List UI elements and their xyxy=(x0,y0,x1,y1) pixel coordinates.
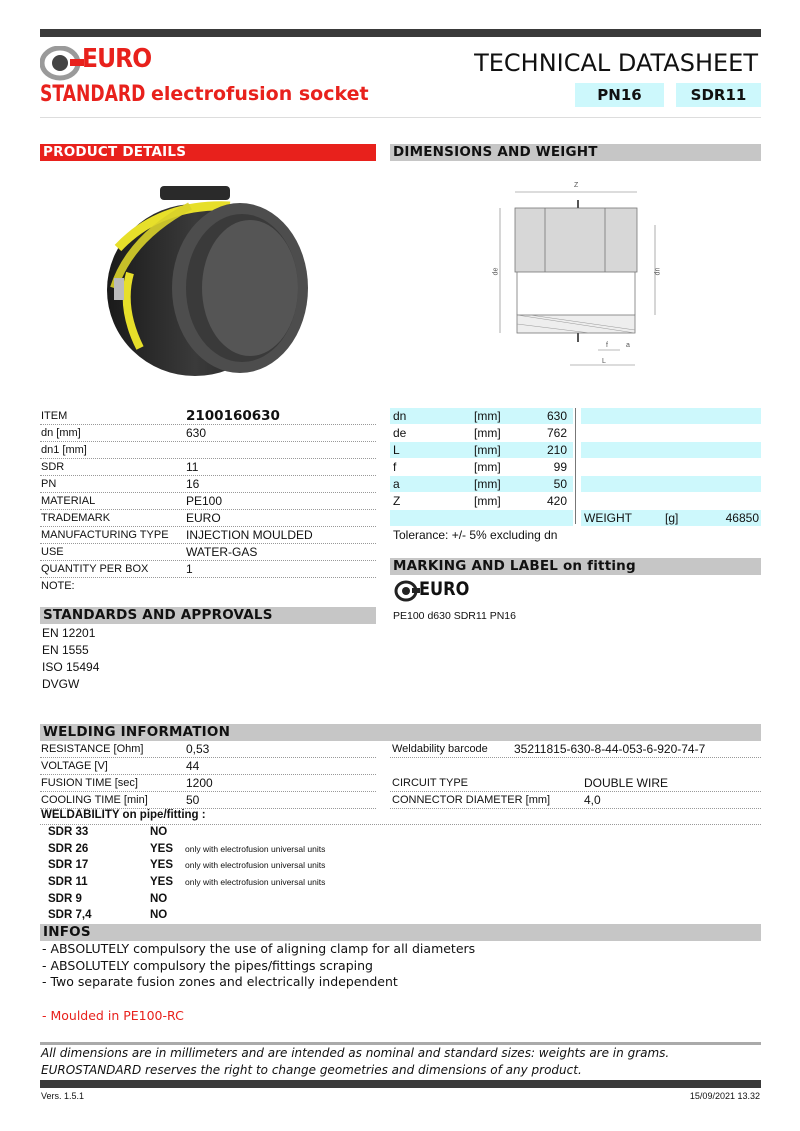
technical-drawing xyxy=(490,180,690,380)
standard-item: EN 12201 xyxy=(42,626,96,640)
circuit-value: DOUBLE WIRE xyxy=(584,776,669,790)
barcode-label: Weldability barcode xyxy=(392,743,488,755)
weld-row-connector xyxy=(390,792,761,809)
infos-heading: INFOS xyxy=(40,924,761,941)
dim-row-empty xyxy=(390,510,573,526)
dim-extra-cell xyxy=(581,493,761,509)
product-row-quantity xyxy=(40,561,376,578)
info-line: - ABSOLUTELY compulsory the use of aligning clamp for all diameters xyxy=(42,941,476,956)
sdr-status: YES xyxy=(150,876,174,888)
dim-row-dn xyxy=(390,408,573,424)
barcode-value: 35211815-630-8-44-053-6-920-74-7 xyxy=(514,742,706,756)
doc-title: TECHNICAL DATASHEET xyxy=(474,49,758,77)
standard-item: DVGW xyxy=(42,677,80,691)
product-row-use xyxy=(40,544,376,561)
bottom-bar xyxy=(40,1080,761,1088)
marking-logo xyxy=(394,580,469,602)
row-value: PE100 xyxy=(186,494,223,508)
product-row-trademark xyxy=(40,510,376,527)
sdr-status: NO xyxy=(150,909,168,921)
footer-date: 15/09/2021 13.32 xyxy=(689,1091,760,1101)
row-label: dn [mm] xyxy=(41,427,81,439)
standards-heading: STANDARDS AND APPROVALS xyxy=(40,607,376,624)
footer-rule xyxy=(40,1042,761,1045)
dim-value: 420 xyxy=(546,494,567,508)
product-details-heading: PRODUCT DETAILS xyxy=(40,144,376,161)
dim-row-l xyxy=(390,442,573,458)
product-row-dn1 xyxy=(40,442,376,459)
weight-row xyxy=(581,510,761,526)
logo-standard-text: STANDARD xyxy=(40,82,146,107)
row-label: FUSION TIME [sec] xyxy=(41,777,138,789)
drawing-label-a: a xyxy=(626,342,630,349)
dim-name: L xyxy=(393,443,400,457)
sdr-label: SDR 17 xyxy=(48,859,89,871)
sdr-note: only with electrofusion universal units xyxy=(185,844,326,854)
info-line: - Two separate fusion zones and electrically independent xyxy=(42,974,398,989)
dim-row-f xyxy=(390,459,573,475)
dimensions-table xyxy=(390,408,761,528)
dim-extra-cell xyxy=(581,476,761,492)
dim-unit: [mm] xyxy=(474,477,501,491)
badge-pn: PN16 xyxy=(575,83,664,107)
product-row-item xyxy=(40,408,376,425)
row-label: SDR xyxy=(41,461,65,473)
sdr-label: SDR 26 xyxy=(48,843,89,855)
weldability-row xyxy=(46,841,761,857)
dim-extra-cell xyxy=(581,442,761,458)
weight-label: WEIGHT xyxy=(584,511,632,525)
dim-extra-cell xyxy=(581,408,761,424)
dim-value: 99 xyxy=(553,460,567,474)
row-value: 44 xyxy=(186,759,200,773)
sdr-status: NO xyxy=(150,893,168,905)
dim-name: a xyxy=(393,477,400,491)
sdr-label: SDR 33 xyxy=(48,826,89,838)
weight-unit: [g] xyxy=(665,511,679,525)
row-value: 11 xyxy=(186,460,199,474)
eurostandard-logo xyxy=(40,44,152,114)
weldability-title: WELDABILITY on pipe/fitting : xyxy=(41,809,206,821)
drawing-label-f: f xyxy=(606,342,608,349)
badge-sdr: SDR11 xyxy=(676,83,761,107)
dim-row-a xyxy=(390,476,573,492)
info-line-red: - Moulded in PE100-RC xyxy=(42,1008,184,1023)
product-details-table xyxy=(40,408,376,593)
sdr-note: only with electrofusion universal units xyxy=(185,877,326,887)
row-label: PN xyxy=(41,478,57,490)
dim-value: 630 xyxy=(546,409,567,423)
connector-value: 4,0 xyxy=(584,793,601,807)
row-value: WATER-GAS xyxy=(186,545,258,559)
row-value: 0,53 xyxy=(186,742,210,756)
weldability-row xyxy=(46,874,761,890)
marking-logo-text: EURO xyxy=(419,578,470,600)
dim-name: f xyxy=(393,460,397,474)
welding-heading: WELDING INFORMATION xyxy=(40,724,761,741)
footer-disclaimer-2: EUROSTANDARD reserves the right to change geometries and dimensions of any product. xyxy=(41,1063,582,1077)
row-label: ITEM xyxy=(41,410,68,422)
sdr-status: YES xyxy=(150,859,174,871)
info-line: - ABSOLUTELY compulsory the pipes/fittings scraping xyxy=(42,958,373,973)
weld-row-cooling-time xyxy=(40,792,376,809)
dim-name: Z xyxy=(393,494,401,508)
row-label: MANUFACTURING TYPE xyxy=(41,529,169,541)
row-value: INJECTION MOULDED xyxy=(186,528,313,542)
drawing-label-l: L xyxy=(602,358,606,365)
sdr-label: SDR 7,4 xyxy=(48,909,92,921)
weld-row-resistance xyxy=(40,741,376,758)
row-value: 50 xyxy=(186,793,200,807)
product-row-manufacturing xyxy=(40,527,376,544)
item-code: 2100160630 xyxy=(186,408,280,424)
marking-text: PE100 d630 SDR11 PN16 xyxy=(393,610,516,622)
standard-item: ISO 15494 xyxy=(42,660,100,674)
dim-unit: [mm] xyxy=(474,494,501,508)
weld-row-fusion-time xyxy=(40,775,376,792)
row-label: NOTE: xyxy=(41,580,75,592)
header-divider xyxy=(40,117,761,118)
row-label: RESISTANCE [Ohm] xyxy=(41,743,144,755)
weld-row-circuit xyxy=(390,775,761,792)
top-bar xyxy=(40,29,761,37)
row-label: dn1 [mm] xyxy=(41,444,87,456)
row-label: COOLING TIME [min] xyxy=(41,794,148,806)
marking-heading: MARKING AND LABEL on fitting xyxy=(390,558,761,575)
row-value: EURO xyxy=(186,511,221,525)
sdr-label: SDR 11 xyxy=(48,876,88,888)
sdr-status: NO xyxy=(150,826,168,838)
row-value: 1 xyxy=(186,562,193,576)
drawing-label-dn: dn xyxy=(654,267,662,276)
connector-label: CONNECTOR DIAMETER [mm] xyxy=(392,794,551,806)
sdr-note: only with electrofusion universal units xyxy=(185,860,326,870)
dim-unit: [mm] xyxy=(474,426,501,440)
drawing-label-de: de xyxy=(492,267,500,276)
dim-row-de xyxy=(390,425,573,441)
product-row-sdr xyxy=(40,459,376,476)
weld-row-voltage xyxy=(40,758,376,775)
sdr-status: YES xyxy=(150,843,174,855)
dim-value: 762 xyxy=(546,426,567,440)
weldability-row xyxy=(46,857,761,873)
footer-disclaimer-1: All dimensions are in millimeters and are intended as nominal and standard sizes: weights are in grams. xyxy=(41,1046,670,1060)
footer-version: Vers. 1.5.1 xyxy=(41,1091,85,1101)
row-label: QUANTITY PER BOX xyxy=(41,563,149,575)
dimensions-divider xyxy=(575,408,576,524)
row-label: MATERIAL xyxy=(41,495,96,507)
weldability-row xyxy=(46,907,761,923)
product-row-material xyxy=(40,493,376,510)
dim-extra-cell xyxy=(581,425,761,441)
tolerance-note: Tolerance: +/- 5% excluding dn xyxy=(393,528,558,542)
weight-value: 46850 xyxy=(725,511,759,525)
product-row-dn xyxy=(40,425,376,442)
weldability-row xyxy=(46,891,761,907)
sdr-label: SDR 9 xyxy=(48,893,82,905)
dim-unit: [mm] xyxy=(474,443,501,457)
dim-value: 210 xyxy=(546,443,567,457)
dim-unit: [mm] xyxy=(474,460,501,474)
circuit-label: CIRCUIT TYPE xyxy=(392,777,468,789)
dim-value: 50 xyxy=(553,477,567,491)
product-row-note xyxy=(40,578,376,594)
weldability-row xyxy=(46,824,761,840)
weld-row-barcode xyxy=(390,741,761,758)
row-label: VOLTAGE [V] xyxy=(41,760,108,772)
row-label: USE xyxy=(41,546,64,558)
dim-name: de xyxy=(393,426,407,440)
row-value: 1200 xyxy=(186,776,213,790)
product-image xyxy=(100,178,320,378)
dimensions-heading: DIMENSIONS AND WEIGHT xyxy=(390,144,761,161)
dim-unit: [mm] xyxy=(474,409,501,423)
standard-item: EN 1555 xyxy=(42,643,89,657)
product-name: electrofusion socket xyxy=(151,83,369,105)
row-value: 630 xyxy=(186,426,207,440)
logo-euro-text: EURO xyxy=(82,44,152,74)
product-row-pn xyxy=(40,476,376,493)
drawing-label-z: Z xyxy=(574,182,579,189)
row-value: 16 xyxy=(186,477,200,491)
dim-extra-cell xyxy=(581,459,761,475)
dim-name: dn xyxy=(393,409,407,423)
dim-row-z xyxy=(390,493,573,509)
row-label: TRADEMARK xyxy=(41,512,111,524)
